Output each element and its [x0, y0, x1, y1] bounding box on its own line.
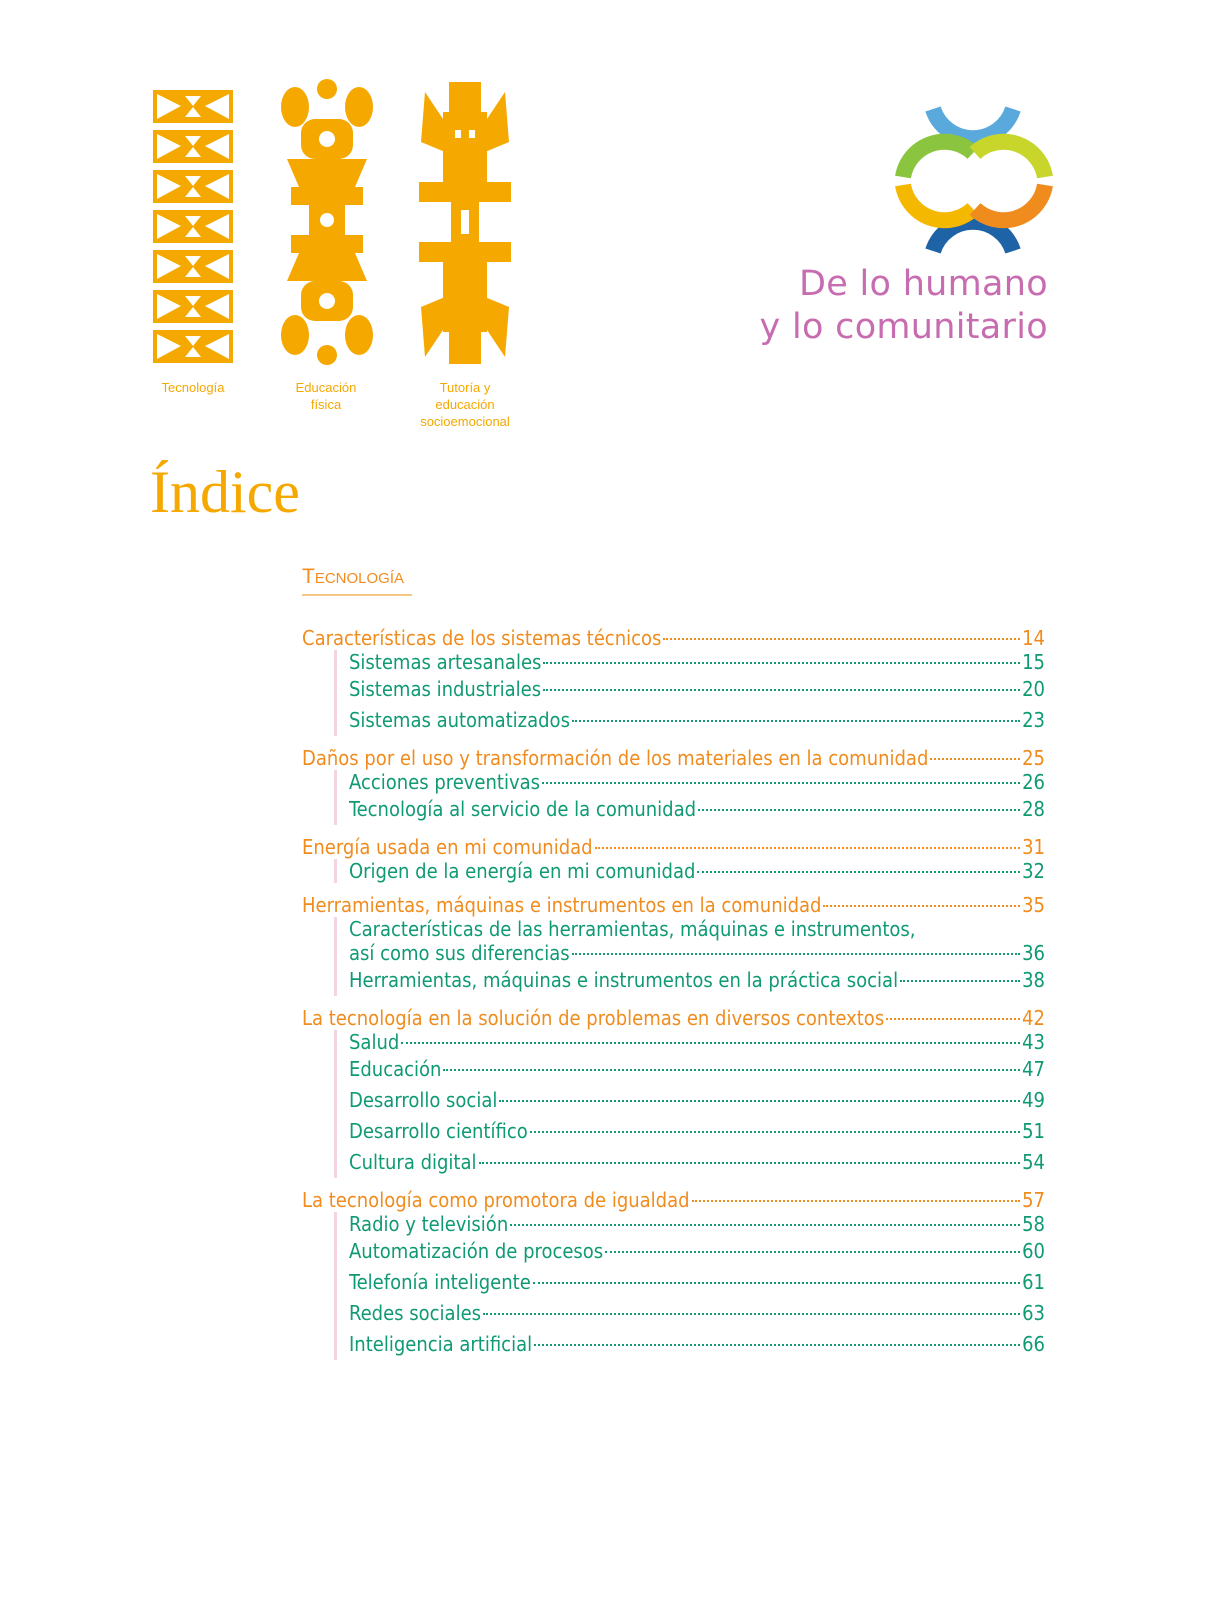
toc-subentry[interactable]: Automatización de procesos 60 [349, 1239, 1045, 1263]
table-of-contents [302, 626, 1045, 1370]
toc-group [302, 626, 1045, 736]
toc-subentry[interactable]: Sistemas automatizados 23 [349, 708, 1045, 732]
toc-subentry[interactable]: Sistemas artesanales 15 [349, 650, 1045, 674]
toc-subentry[interactable]: Telefonía inteligente 61 [349, 1270, 1045, 1294]
toc-subentry[interactable]: Cultura digital 54 [349, 1150, 1045, 1174]
educacion-fisica-glyph-icon [275, 77, 379, 367]
toc-group [302, 1188, 1045, 1360]
toc-subentry[interactable]: Educación 47 [349, 1057, 1045, 1081]
toc-entry[interactable]: Características de los sistemas técnicos 14 [302, 626, 1045, 650]
section-title: Tecnología [302, 565, 412, 596]
toc-subentry[interactable]: Desarrollo social 49 [349, 1088, 1045, 1112]
field-title: De lo humano y lo comunitario [759, 264, 1048, 347]
tutoria-glyph-label: Tutoría y educación socioemocional [420, 380, 510, 429]
page-title: Índice [150, 459, 300, 525]
toc-subentry[interactable]: Tecnología al servicio de la comunidad 28 [349, 797, 1045, 821]
toc-entry[interactable]: Daños por el uso y transformación de los materiales en la comunidad 25 [302, 746, 1045, 770]
toc-entry[interactable]: Energía usada en mi comunidad 31 [302, 835, 1045, 859]
toc-subentry[interactable]: Herramientas, máquinas e instrumentos en la práctica social 38 [349, 968, 1045, 992]
toc-entry[interactable]: La tecnología como promotora de igualdad 57 [302, 1188, 1045, 1212]
toc-group [302, 893, 1045, 996]
educacion-fisica-glyph-label: Educación física [295, 380, 357, 412]
toc-subentry[interactable]: Acciones preventivas 26 [349, 770, 1045, 794]
toc-subentry[interactable]: Desarrollo científico 51 [349, 1119, 1045, 1143]
toc-group [302, 1006, 1045, 1178]
tecnologia-glyph-icon [153, 90, 233, 365]
toc-subentry[interactable]: Redes sociales 63 [349, 1301, 1045, 1325]
field-logo-icon [895, 105, 1055, 260]
toc-group [302, 746, 1045, 825]
tecnologia-glyph-label: Tecnología [161, 380, 225, 395]
tutoria-glyph-icon [415, 82, 515, 367]
toc-subentry[interactable]: Radio y televisión 58 [349, 1212, 1045, 1236]
toc-group [302, 835, 1045, 883]
toc-entry[interactable]: La tecnología en la solución de problemas en diversos contextos 42 [302, 1006, 1045, 1030]
toc-entry[interactable]: Herramientas, máquinas e instrumentos en la comunidad 35 [302, 893, 1045, 917]
toc-subentry[interactable]: Inteligencia artificial 66 [349, 1332, 1045, 1356]
toc-subentry[interactable]: Salud 43 [349, 1030, 1045, 1054]
toc-subentry[interactable]: Origen de la energía en mi comunidad 32 [349, 859, 1045, 883]
toc-subentry[interactable]: Sistemas industriales 20 [349, 677, 1045, 701]
toc-subentry[interactable]: Características de las herramientas, máquinas e instrumentos, así como sus diferencias 36 [349, 917, 1045, 965]
